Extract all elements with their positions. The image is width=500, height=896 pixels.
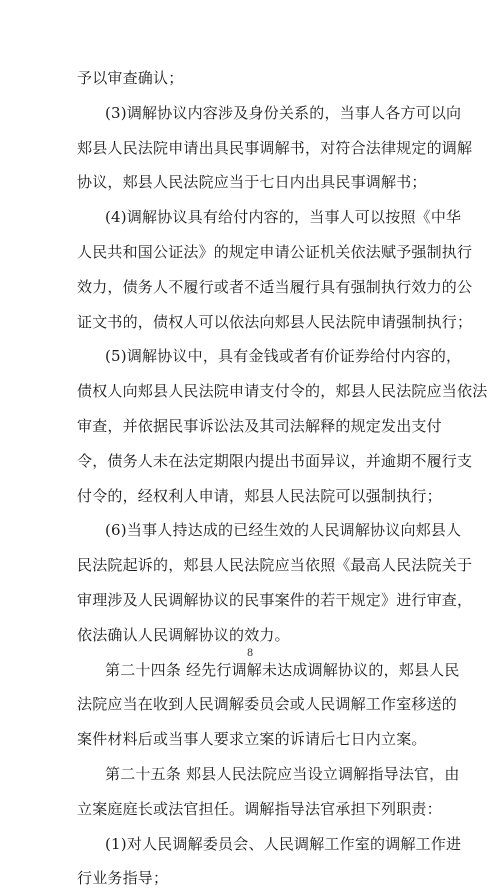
text-line: 立案庭庭长或法官担任。调解指导法官承担下列职责： [77, 799, 442, 818]
text-line: (3)调解协议内容涉及身份关系的，当事人各方可以向 [105, 103, 462, 122]
text-line: 付令的，经权利人申请，郏县人民法院可以强制执行； [77, 486, 442, 505]
text-line: 予以审查确认； [77, 69, 184, 87]
text-line: 第二十四条 经先行调解未达成调解协议的，郏县人民 [105, 660, 460, 679]
page-number: 8 [246, 648, 254, 659]
body-text [77, 61, 488, 896]
text-line: 协议，郏县人民法院应当于七日内出具民事调解书； [77, 173, 427, 192]
text-line: 行业务指导； [77, 869, 169, 888]
text-line: (5)调解协议中，具有金钱或者有价证券给付内容的， [105, 347, 462, 366]
text-line: 依法确认人民调解协议的效力。 [77, 625, 290, 644]
text-line: 法院应当在收到人民调解委员会或人民调解工作室移送的 [77, 695, 458, 714]
text-line: 第二十五条 郏县人民法院应当设立调解指导法官，由 [105, 764, 460, 783]
text-line: (4)调解协议具有给付内容的，当事人可以按照《中华 [105, 208, 462, 227]
text-line: 令，债务人未在法定期限内提出书面异议，并逾期不履行支 [77, 451, 473, 470]
text-line: 案件材料后或当事人要求立案的诉请后七日内立案。 [77, 730, 427, 749]
text-line: 证文书的，债权人可以依法向郏县人民法院申请强制执行； [77, 312, 473, 331]
text-line: (1)对人民调解委员会、人民调解工作室的调解工作进 [105, 834, 462, 853]
text-line: 民法院起诉的，郏县人民法院应当依照《最高人民法院关于 [77, 556, 473, 575]
text-line: 审查，并依据民事诉讼法及其司法解释的规定发出支付 [77, 416, 442, 435]
text-line: 人民共和国公证法》的规定申请公证机关依法赋予强制执行 [77, 242, 473, 261]
text-line: 审理涉及人民调解协议的民事案件的若干规定》进行审查， [77, 590, 473, 609]
text-line: 郏县人民法院申请出具民事调解书，对符合法律规定的调解 [77, 138, 473, 157]
text-line: (6)当事人持达成的已经生效的人民调解协议向郏县人 [105, 521, 462, 540]
text-line: 债权人向郏县人民法院申请支付令的，郏县人民法院应当依法 [77, 382, 488, 401]
text-line: 效力，债务人不履行或者不适当履行具有强制执行效力的公 [77, 277, 473, 296]
